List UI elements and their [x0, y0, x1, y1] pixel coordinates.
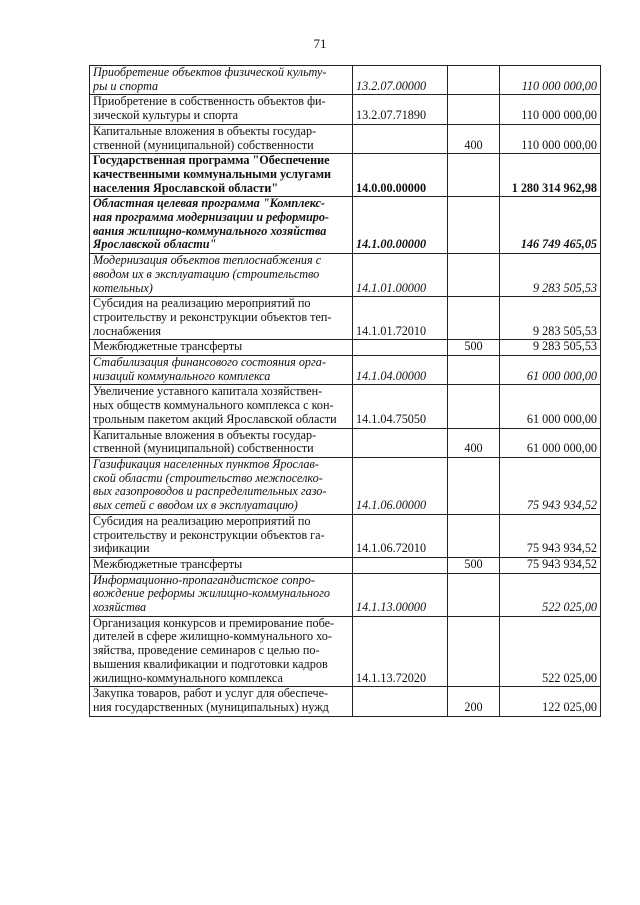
row-name-line: котельных): [93, 280, 153, 295]
table-row: [90, 154, 601, 197]
row-code-cell: 14.1.04.00000: [353, 356, 448, 385]
row-name-cell: [90, 616, 353, 687]
row-name-line: вых сетей с вводом их в эксплуатацию): [93, 498, 298, 513]
row-type-cell: [448, 616, 500, 687]
row-sum-cell: 146 749 465,05: [500, 197, 601, 254]
row-code-cell: 14.1.01.00000: [353, 254, 448, 297]
table-row: [90, 340, 601, 356]
row-type-cell: [448, 154, 500, 197]
row-name-line: зической культуры и спорта: [93, 108, 239, 123]
row-name-cell: [90, 557, 353, 573]
row-sum-cell: 110 000 000,00: [500, 95, 601, 124]
row-name-line: Увеличение уставного капитала хозяйствен-: [93, 384, 323, 399]
row-name-line: Субсидия на реализацию мероприятий по: [93, 296, 311, 311]
row-name-line: трольным пакетом акций Ярославской области: [93, 411, 337, 426]
row-sum-cell: 122 025,00: [500, 687, 601, 716]
row-sum-cell: 61 000 000,00: [500, 428, 601, 457]
row-code-cell: [353, 428, 448, 457]
row-type-cell: [448, 356, 500, 385]
row-type-cell: 400: [448, 124, 500, 153]
row-type-cell: [448, 457, 500, 514]
row-name-cell: [90, 573, 353, 616]
row-code-cell: 14.1.06.00000: [353, 457, 448, 514]
row-name-line: Информационно-пропагандистское сопро-: [93, 572, 315, 587]
row-name-line: зяйства, проведение семинаров с целью по-: [93, 643, 320, 658]
row-name-cell: [90, 385, 353, 428]
row-type-cell: [448, 297, 500, 340]
row-name-line: жилищно-коммунального комплекса: [93, 670, 283, 685]
table-row: [90, 254, 601, 297]
row-type-cell: [448, 95, 500, 124]
row-name-line: Приобретение в собственность объектов фи-: [93, 94, 326, 109]
row-name-line: населения Ярославской области": [93, 180, 279, 195]
row-type-cell: 400: [448, 428, 500, 457]
row-name-line: Межбюджетные трансферты: [93, 556, 243, 571]
row-code-cell: 14.1.01.72010: [353, 297, 448, 340]
row-type-cell: [448, 66, 500, 95]
row-name-cell: [90, 124, 353, 153]
row-code-cell: [353, 124, 448, 153]
row-type-cell: 200: [448, 687, 500, 716]
row-name-line: Субсидия на реализацию мероприятий по: [93, 513, 311, 528]
row-name-cell: [90, 297, 353, 340]
table-row: [90, 385, 601, 428]
row-name-line: Межбюджетные трансферты: [93, 339, 243, 354]
table-row: [90, 124, 601, 153]
row-sum-cell: 522 025,00: [500, 573, 601, 616]
row-name-cell: [90, 197, 353, 254]
row-name-line: Организация конкурсов и премирование побе-: [93, 615, 335, 630]
row-name-line: вания жилищно-коммунального хозяйства: [93, 223, 327, 238]
row-type-cell: 500: [448, 557, 500, 573]
row-code-cell: 14.1.06.72010: [353, 514, 448, 557]
row-name-line: вводом их в эксплуатацию (строительство: [93, 266, 320, 281]
row-name-line: Модернизация объектов теплоснабжения с: [93, 253, 322, 268]
row-sum-cell: 75 943 934,52: [500, 557, 601, 573]
row-type-cell: [448, 197, 500, 254]
row-name-line: Приобретение объектов физической культу-: [93, 65, 327, 79]
row-name-cell: [90, 356, 353, 385]
row-code-cell: 14.1.00.00000: [353, 197, 448, 254]
row-name-line: Стабилизация финансового состояния орга-: [93, 355, 326, 370]
row-code-cell: 14.0.00.00000: [353, 154, 448, 197]
row-name-line: вождение реформы жилищно-коммунального: [93, 586, 330, 601]
row-type-cell: [448, 254, 500, 297]
row-sum-cell: 110 000 000,00: [500, 124, 601, 153]
row-name-cell: [90, 428, 353, 457]
table-row: [90, 457, 601, 514]
row-sum-cell: 9 283 505,53: [500, 340, 601, 356]
row-code-cell: 13.2.07.71890: [353, 95, 448, 124]
row-name-cell: [90, 340, 353, 356]
row-sum-cell: 75 943 934,52: [500, 514, 601, 557]
row-name-cell: [90, 687, 353, 716]
row-name-line: ния государственных (муниципальных) нужд: [93, 699, 329, 714]
row-name-line: Капитальные вложения в объекты государ-: [93, 123, 317, 138]
row-type-cell: [448, 573, 500, 616]
row-name-line: ственной (муниципальной) собственности: [93, 137, 314, 152]
row-sum-cell: 9 283 505,53: [500, 254, 601, 297]
row-sum-cell: 61 000 000,00: [500, 385, 601, 428]
row-code-cell: 13.2.07.00000: [353, 66, 448, 95]
row-name-cell: [90, 254, 353, 297]
row-code-cell: 14.1.13.72020: [353, 616, 448, 687]
row-name-line: ственной (муниципальной) собственности: [93, 441, 314, 456]
budget-table-body: [90, 66, 601, 717]
row-name-line: Ярославской области": [93, 237, 217, 252]
table-row: [90, 514, 601, 557]
row-code-cell: 14.1.13.00000: [353, 573, 448, 616]
table-row: [90, 687, 601, 716]
row-name-line: лоснабжения: [93, 323, 162, 338]
table-row: [90, 66, 601, 95]
table-row: [90, 428, 601, 457]
row-name-line: Капитальные вложения в объекты государ-: [93, 427, 317, 442]
row-name-line: Областная целевая программа "Комплекс-: [93, 196, 325, 211]
row-sum-cell: 9 283 505,53: [500, 297, 601, 340]
row-name-line: ры и спорта: [93, 78, 159, 93]
table-row: [90, 95, 601, 124]
table-row: [90, 197, 601, 254]
row-sum-cell: 110 000 000,00: [500, 66, 601, 95]
row-type-cell: 500: [448, 340, 500, 356]
table-row: [90, 616, 601, 687]
row-name-line: зификации: [93, 541, 150, 556]
budget-table: [89, 65, 601, 717]
row-name-line: строительству и реконструкции объектов га-: [93, 527, 325, 542]
table-row: [90, 573, 601, 616]
table-row: [90, 297, 601, 340]
table-row: [90, 557, 601, 573]
row-name-line: Государственная программа "Обеспечение: [93, 153, 330, 168]
row-name-cell: [90, 66, 353, 95]
row-name-line: хозяйства: [93, 600, 147, 615]
row-sum-cell: 522 025,00: [500, 616, 601, 687]
row-sum-cell: 1 280 314 962,98: [500, 154, 601, 197]
row-code-cell: [353, 557, 448, 573]
row-code-cell: [353, 687, 448, 716]
row-name-line: качественными коммунальными услугами: [93, 166, 332, 181]
row-name-line: вых газопроводов и распределительных газо-: [93, 484, 327, 499]
row-name-line: вышения квалификации и подготовки кадров: [93, 656, 328, 671]
row-sum-cell: 61 000 000,00: [500, 356, 601, 385]
row-type-cell: [448, 385, 500, 428]
row-name-line: Газификация населенных пунктов Ярослав-: [93, 456, 319, 471]
row-name-cell: [90, 154, 353, 197]
row-name-cell: [90, 514, 353, 557]
row-name-line: ных обществ коммунального комплекса с кон-: [93, 398, 334, 413]
row-type-cell: [448, 514, 500, 557]
row-name-cell: [90, 95, 353, 124]
row-name-line: дителей в сфере жилищно-коммунального хо-: [93, 629, 332, 644]
row-name-line: низаций коммунального комплекса: [93, 368, 271, 383]
page-number: 71: [313, 36, 327, 51]
row-sum-cell: 75 943 934,52: [500, 457, 601, 514]
row-name-line: ской области (строительство межпоселко-: [93, 470, 323, 485]
row-name-line: строительству и реконструкции объектов теп-: [93, 309, 332, 324]
row-name-line: ная программа модернизации и реформиро-: [93, 210, 329, 225]
table-row: [90, 356, 601, 385]
row-code-cell: 14.1.04.75050: [353, 385, 448, 428]
row-name-cell: [90, 457, 353, 514]
row-code-cell: [353, 340, 448, 356]
row-name-line: Закупка товаров, работ и услуг для обеспече-: [93, 686, 329, 701]
